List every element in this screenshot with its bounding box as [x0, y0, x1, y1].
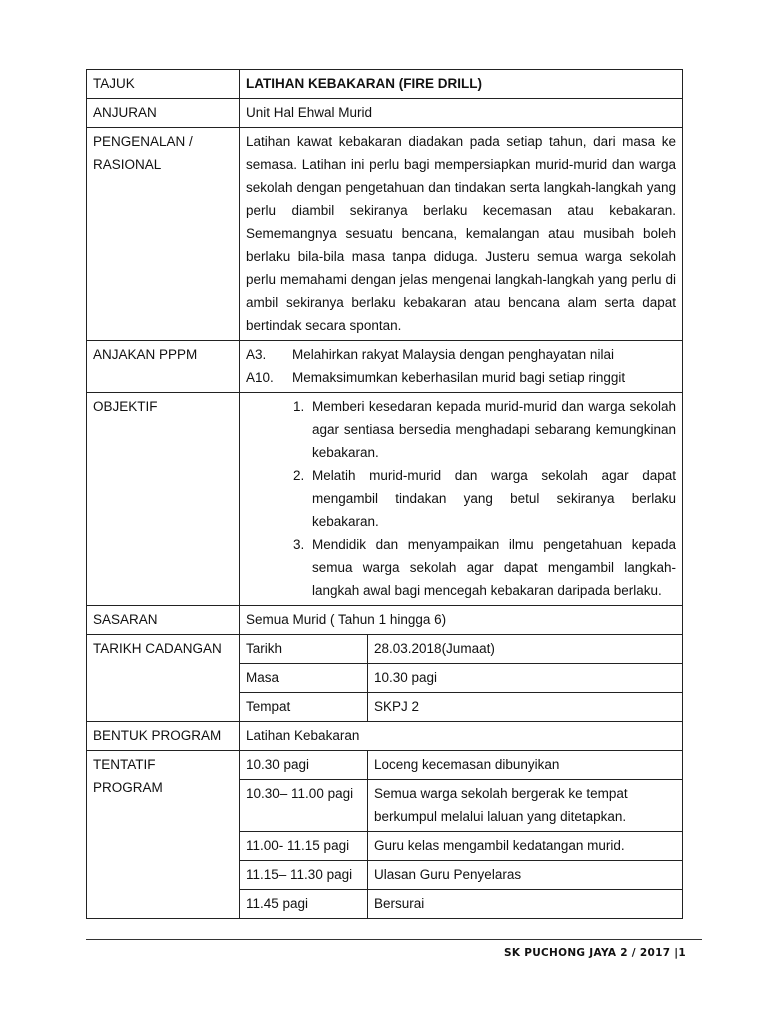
tentatif-activity: Guru kelas mengambil kedatangan murid.: [368, 832, 683, 861]
anjakan-text: Melahirkan rakyat Malaysia dengan penghayatan nilai: [292, 347, 614, 362]
label-objektif: OBJEKTIF: [87, 393, 240, 606]
value-objektif: [240, 393, 683, 606]
label-tentatif-line1: TENTATIF: [93, 757, 156, 772]
objektif-item: 3. Mendidik dan menyampaikan ilmu pengetahuan kepada semua warga sekolah agar dapat mengambil langkah-langkah awal bagi mencegah kebakaran daripada berlaku.: [308, 533, 676, 602]
objektif-item: 1. Memberi kesedaran kepada murid-murid dan warga sekolah agar sentiasa bersedia menghadapi sebarang kemungkinan kebakaran.: [308, 395, 676, 464]
row-tentatif-1: [87, 751, 683, 780]
value-sasaran: Semua Murid ( Tahun 1 hingga 6): [240, 606, 683, 635]
label-bentuk-program: BENTUK PROGRAM: [87, 722, 240, 751]
label-tarikh-cadangan: TARIKH CADANGAN: [87, 635, 240, 722]
tempat-value: SKPJ 2: [368, 693, 683, 722]
tempat-key: Tempat: [240, 693, 368, 722]
tentatif-activity: Semua warga sekolah bergerak ke tempat berkumpul melalui laluan yang ditetapkan.: [368, 780, 683, 832]
row-pengenalan: [87, 128, 683, 341]
label-pengenalan: [87, 128, 240, 341]
program-table: [86, 69, 683, 919]
tentatif-time: 10.30 pagi: [240, 751, 368, 780]
value-bentuk-program: Latihan Kebakaran: [240, 722, 683, 751]
label-anjakan: ANJAKAN PPPM: [87, 341, 240, 393]
row-bentuk-program: [87, 722, 683, 751]
tarikh-value: 28.03.2018(Jumaat): [368, 635, 683, 664]
row-tajuk: [87, 70, 683, 99]
value-anjuran: Unit Hal Ehwal Murid: [240, 99, 683, 128]
label-pengenalan-line1: PENGENALAN /: [93, 134, 193, 149]
label-sasaran: SASARAN: [87, 606, 240, 635]
row-anjuran: [87, 99, 683, 128]
label-tentatif-line2: PROGRAM: [93, 780, 163, 795]
tentatif-activity: Ulasan Guru Penyelaras: [368, 861, 683, 890]
tentatif-activity: Bersurai: [368, 890, 683, 919]
anjakan-item: [246, 366, 676, 389]
page-footer: SK PUCHONG JAYA 2 / 2017 |1: [503, 947, 686, 959]
value-tajuk: LATIHAN KEBAKARAN (FIRE DRILL): [240, 70, 683, 99]
row-objektif: [87, 393, 683, 606]
masa-value: 10.30 pagi: [368, 664, 683, 693]
anjakan-code: A10.: [246, 370, 274, 385]
value-anjakan: [240, 341, 683, 393]
label-tajuk: TAJUK: [87, 70, 240, 99]
anjakan-code: A3.: [246, 347, 267, 362]
tentatif-time: 11.00- 11.15 pagi: [240, 832, 368, 861]
objektif-item: 2. Melatih murid-murid dan warga sekolah agar dapat mengambil tindakan yang betul sekiranya berlaku kebakaran.: [308, 464, 676, 533]
row-anjakan: [87, 341, 683, 393]
tentatif-time: 10.30– 11.00 pagi: [240, 780, 368, 832]
label-pengenalan-line2: RASIONAL: [93, 157, 162, 172]
row-tarikh: [87, 635, 683, 664]
tarikh-key: Tarikh: [240, 635, 368, 664]
label-anjuran: ANJURAN: [87, 99, 240, 128]
anjakan-item: [246, 343, 676, 366]
tentatif-activity: Loceng kecemasan dibunyikan: [368, 751, 683, 780]
footer-divider: [86, 939, 702, 940]
tentatif-time: 11.45 pagi: [240, 890, 368, 919]
label-tentatif: [87, 751, 240, 919]
row-sasaran: [87, 606, 683, 635]
objektif-list: [246, 395, 676, 602]
value-pengenalan: Latihan kawat kebakaran diadakan pada setiap tahun, dari masa ke semasa. Latihan ini perlu bagi mempersiapkan murid-murid dan warga sekolah dengan pengetahuan dan tindakan serta langkah-langkah yang perlu diambil sekiranya berlaku kecemasan atau kebakaran. Sememangnya sesuatu bencana, kemalangan atau musibah boleh berlaku bila-bila masa tanpa diduga. Justeru semua warga sekolah perlu memahami dengan jelas mengenai langkah-langkah yang perlu di ambil sekiranya berlaku kebakaran atau bencana alam serta dapat bertindak secara spontan.: [240, 128, 683, 341]
anjakan-text: Memaksimumkan keberhasilan murid bagi setiap ringgit: [292, 370, 626, 385]
masa-key: Masa: [240, 664, 368, 693]
tentatif-time: 11.15– 11.30 pagi: [240, 861, 368, 890]
